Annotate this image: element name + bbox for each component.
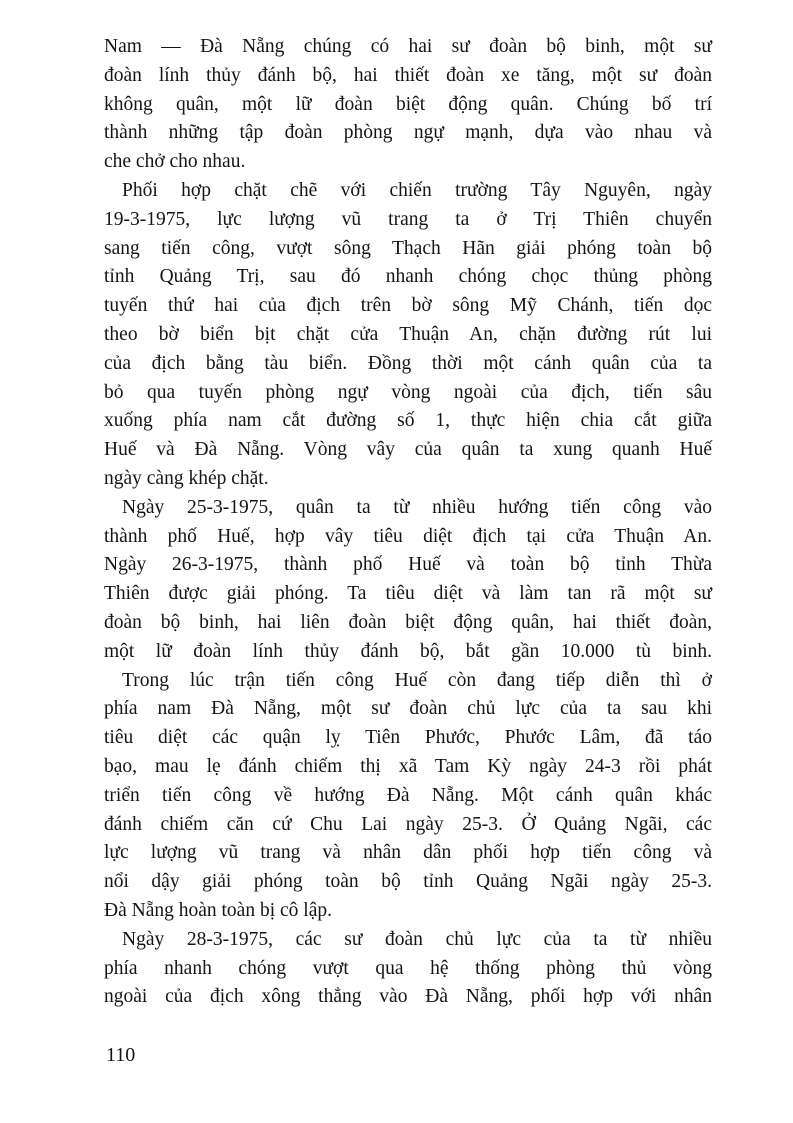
text-line: theo bờ biển bịt chặt cửa Thuận An, chặn đường rút lui xyxy=(104,323,712,345)
text-line: bạo, mau lẹ đánh chiếm thị xã Tam Kỳ ngày 24-3 rồi phát xyxy=(104,755,712,777)
text-line: thành những tập đoàn phòng ngự mạnh, dựa vào nhau và xyxy=(104,122,712,144)
text-line: ngày càng khép chặt. xyxy=(104,467,269,489)
body-text xyxy=(104,33,712,1012)
text-line: 19-3-1975, lực lượng vũ trang ta ở Trị Thiên chuyển xyxy=(104,208,712,230)
text-line: tiêu diệt các quận lỵ Tiên Phước, Phước Lâm, đã táo xyxy=(104,727,712,749)
text-line: Ngày 26-3-1975, thành phố Huế và toàn bộ tỉnh Thừa xyxy=(104,554,712,576)
text-line: tuyến thứ hai của địch trên bờ sông Mỹ Chánh, tiến dọc xyxy=(104,295,712,317)
text-line: ngoài của địch xông thẳng vào Đà Nẵng, phối hợp với nhân xyxy=(104,986,712,1008)
text-line: Ngày 25-3-1975, quân ta từ nhiều hướng tiến công vào xyxy=(122,496,712,518)
text-line: Thiên được giải phóng. Ta tiêu diệt và làm tan rã một sư xyxy=(104,583,712,605)
text-line: thành phố Huế, hợp vây tiêu diệt địch tại cửa Thuận An. xyxy=(104,525,712,547)
text-line: Ngày 28-3-1975, các sư đoàn chủ lực của ta từ nhiều xyxy=(122,928,712,950)
text-line: phía nam Đà Nẵng, một sư đoàn chủ lực của ta sau khi xyxy=(104,698,712,720)
text-line: xuống phía nam cắt đường số 1, thực hiện chia cắt giữa xyxy=(104,410,712,432)
page-number: 110 xyxy=(106,1044,136,1066)
text-line: nổi dậy giải phóng toàn bộ tỉnh Quảng Ngãi ngày 25-3. xyxy=(104,871,712,893)
text-line: phía nhanh chóng vượt qua hệ thống phòng thủ vòng xyxy=(104,957,712,979)
text-line: của địch bằng tàu biển. Đồng thời một cánh quân của ta xyxy=(104,352,712,374)
text-line: không quân, một lữ đoàn biệt động quân. Chúng bố trí xyxy=(104,93,712,115)
text-line: đoàn bộ binh, hai liên đoàn biệt động quân, hai thiết đoàn, xyxy=(104,611,712,633)
text-line: Đà Nẵng hoàn toàn bị cô lập. xyxy=(104,899,332,921)
text-line: lực lượng vũ trang và nhân dân phối hợp tiến công và xyxy=(104,842,712,864)
text-line: Trong lúc trận tiến công Huế còn đang tiếp diễn thì ở xyxy=(122,669,712,691)
text-line: Nam — Đà Nẵng chúng có hai sư đoàn bộ binh, một sư xyxy=(104,36,712,57)
text-line: tỉnh Quảng Trị, sau đó nhanh chóng chọc thủng phòng xyxy=(104,266,712,288)
text-line: đánh chiếm căn cứ Chu Lai ngày 25-3. Ở Quảng Ngãi, các xyxy=(104,813,712,835)
text-line: che chở cho nhau. xyxy=(104,151,246,173)
text-line: triển tiến công về hướng Đà Nẵng. Một cánh quân khác xyxy=(104,784,712,806)
text-line: Huế và Đà Nẵng. Vòng vây của quân ta xung quanh Huế xyxy=(104,439,712,461)
text-line: Phối hợp chặt chẽ với chiến trường Tây Nguyên, ngày xyxy=(122,179,712,201)
text-line: đoàn lính thủy đánh bộ, hai thiết đoàn xe tăng, một sư đoàn xyxy=(104,64,712,86)
text-line: sang tiến công, vượt sông Thạch Hãn giải phóng toàn bộ xyxy=(104,237,712,259)
text-line: một lữ đoàn lính thủy đánh bộ, bắt gần 10.000 tù binh. xyxy=(104,640,712,662)
text-line: bỏ qua tuyến phòng ngự vòng ngoài của địch, tiến sâu xyxy=(104,381,712,403)
